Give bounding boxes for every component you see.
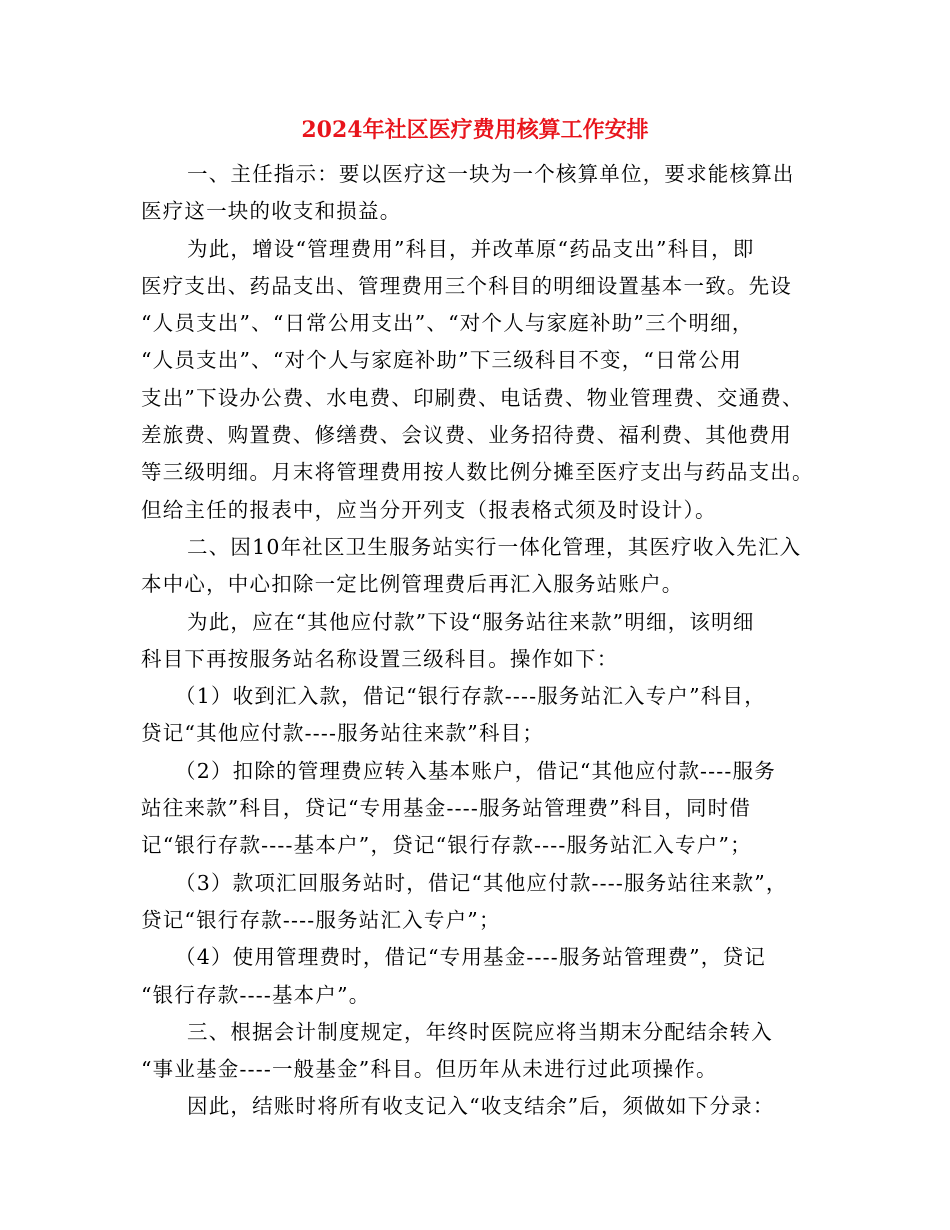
paragraph-line: （3）款项汇回服务站时，借记“其他应付款----服务站往来款”， xyxy=(175,870,788,895)
paragraph-line: （2）扣除的管理费应转入基本账户，借记“其他应付款----服务 xyxy=(175,758,776,783)
paragraph-line: 记“银行存款----基本户”，贷记“银行存款----服务站汇入专户”； xyxy=(141,833,752,858)
paragraph-line: 二、因10年社区卫生服务站实行一体化管理，其医疗收入先汇入 xyxy=(187,534,802,559)
paragraph-line: 医疗支出、药品支出、管理费用三个科目的明细设置基本一致。先设 xyxy=(141,273,792,298)
document-title: 2024年社区医疗费用核算工作安排 xyxy=(301,117,649,143)
paragraph-line: 贷记“其他应付款----服务站往来款”科目； xyxy=(141,721,545,746)
paragraph-line: 贷记“银行存款----服务站汇入专户”； xyxy=(141,907,501,932)
paragraph-line: 三、根据会计制度规定，年终时医院应将当期末分配结余转入 xyxy=(187,1019,773,1044)
paragraph-line: （1）收到汇入款，借记“银行存款----服务站汇入专户”科目， xyxy=(175,684,766,709)
paragraph-line: 本中心，中心扣除一定比例管理费后再汇入服务站账户。 xyxy=(141,572,684,597)
paragraph-line: 因此，结账时将所有收支记入“收支结余”后，须做如下分录： xyxy=(187,1094,775,1119)
document-body xyxy=(141,156,821,1126)
paragraph-line: 支出”下设办公费、水电费、印刷费、电话费、物业管理费、交通费、 xyxy=(141,385,804,410)
paragraph-line: 但给主任的报表中，应当分开列支（报表格式须及时设计）。 xyxy=(141,497,717,522)
paragraph-line: 科目下再按服务站名称设置三级科目。操作如下： xyxy=(141,646,619,671)
paragraph-line: 一、主任指示：要以医疗这一块为一个核算单位，要求能核算出 xyxy=(187,162,795,186)
paragraph-line: 站往来款”科目，贷记“专用基金----服务站管理费”科目，同时借 xyxy=(141,796,752,821)
paragraph-line: 为此，增设“管理费用”科目，并改革原“药品支出”科目，即 xyxy=(187,236,755,261)
paragraph-line: “人员支出”、“日常公用支出”、“对个人与家庭补助”三个明细， xyxy=(141,311,754,336)
paragraph-line: 为此，应在“其他应付款”下设“服务站往来款”明细，该明细 xyxy=(187,609,755,634)
paragraph-line: “人员支出”、“对个人与家庭补助”下三级科目不变，“日常公用 xyxy=(141,348,742,373)
paragraph-line: “银行存款----基本户”。 xyxy=(141,982,371,1007)
paragraph-line: “事业基金----一般基金”科目。但历年从未进行过此项操作。 xyxy=(141,1057,718,1082)
paragraph-line: 医疗这一块的收支和损益。 xyxy=(141,199,402,224)
paragraph-line: （4）使用管理费时，借记“专用基金----服务站管理费”，贷记 xyxy=(175,945,766,970)
paragraph-line: 等三级明细。月末将管理费用按人数比例分摊至医疗支出与药品支出。 xyxy=(141,460,814,485)
paragraph-line: 差旅费、购置费、修缮费、会议费、业务招待费、福利费、其他费用 xyxy=(141,423,792,448)
